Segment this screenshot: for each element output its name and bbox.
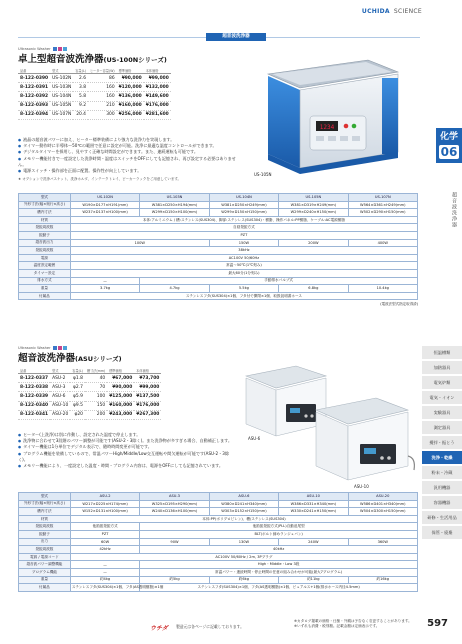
model-cell-heater: 70 <box>85 383 107 392</box>
spec-cell: 38kHz <box>70 247 417 255</box>
model-cell-model: ASU-10 <box>50 401 70 410</box>
model-cell-cap: φ5.9 <box>70 392 85 401</box>
spec-cell: AC100V 50/60Hz / 2m, 3Pプラグ <box>70 553 417 561</box>
spec-cell: W386×D331×H340(mm) <box>279 500 348 508</box>
spec-label: 超音波出力 <box>19 239 71 247</box>
model-cell-cap: 9.2 <box>73 101 88 110</box>
ultrasonic-cleaner-illustration <box>248 50 408 185</box>
model-cell-p1: ¥125,000 <box>107 392 134 401</box>
spec-label: 発振周波数 <box>19 546 71 554</box>
feature-bullet: ● 液晶の超音波パワーに加え、ヒーター標準装備により強力な洗浄力を実現します。 <box>18 137 240 143</box>
model-cell-heater: 86 <box>88 74 117 83</box>
spec-cell: 約11kg <box>279 576 348 584</box>
spec-header: ASU-10 <box>279 493 348 501</box>
spec-label: 温度設定範囲 <box>19 262 71 270</box>
spec-cell: 常温～50℃(1℃刻み) <box>70 262 417 270</box>
feature-bullet: ● プログラム機能を装備しているので、常温パワーHigh/Middle/Low交互運転や間欠運転が可能です(ASU-2・3除く)。 <box>18 451 233 463</box>
model-row <box>18 374 161 383</box>
spec-row <box>19 561 418 569</box>
spec-header: US-104N <box>209 194 278 202</box>
spec-label: 排水方式 <box>19 277 71 285</box>
model-cell-code: 8-122-0339 <box>18 392 50 401</box>
product2-spec-table <box>18 492 418 592</box>
model-row <box>18 410 161 419</box>
model-cell-p2: ¥267,300 <box>134 410 161 419</box>
spec-row <box>19 568 418 576</box>
spec-label: 材質 <box>19 515 71 523</box>
index-tab[interactable]: 攪拌・振とう <box>422 436 462 450</box>
model-cell-cap: 2.6 <box>73 74 88 83</box>
model-row <box>18 110 171 119</box>
spec-cell: 42kHz <box>70 546 139 554</box>
model-table-header: 標準価格 <box>117 68 144 74</box>
spec-row <box>19 515 418 523</box>
model-table-header: 本体価格 <box>134 368 161 374</box>
footer-disclaimer: ※カタログ掲載の価格・仕様・外観は予告なく変更することがあります。 ※いずれも消費・税別額。記載金額は定価表示です。 <box>294 619 412 628</box>
product1-image <box>248 50 408 185</box>
spec-cell: W237×D137×H100(mm) <box>70 209 139 217</box>
model-cell-p2: ¥99,000 <box>134 383 161 392</box>
model-cell-p1: ¥67,000 <box>107 374 134 383</box>
spec-cell: W299×D150×H150(mm) <box>209 209 278 217</box>
spec-row <box>19 277 418 285</box>
model-cell-p2: ¥137,500 <box>134 392 161 401</box>
spec-label: 振動子 <box>19 530 71 538</box>
spec-cell: 6.8kg <box>279 285 348 293</box>
spec-row <box>19 209 418 217</box>
spec-cell: 他励振発振方式 <box>70 523 139 531</box>
spec-row <box>19 285 418 293</box>
index-tab[interactable]: 加熱器具 <box>422 361 462 375</box>
asu-cleaners-illustration <box>236 352 416 502</box>
spec-cell: W330×D241×H150(mm) <box>279 508 348 516</box>
footer-maker-note: 製造元は各ページに記載しております。 <box>176 624 244 629</box>
index-tab[interactable]: 保管・廃棄 <box>422 526 462 540</box>
spec-row <box>19 201 418 209</box>
model-cell-heater: 40 <box>85 374 107 383</box>
series-label: Ultrasonic Washer <box>18 47 167 51</box>
model-cell-cap: φ1.8 <box>70 374 85 383</box>
spec-cell: BLT(ボルト締めランジュバン) <box>140 530 418 538</box>
spec-cell: 10.4kg <box>348 285 417 293</box>
spec-header: 型式 <box>19 493 71 501</box>
brand-sub: SCIENCE <box>393 8 422 15</box>
model-cell-p1: ¥243,000 <box>107 410 134 419</box>
model-cell-heater: 210 <box>88 101 117 110</box>
spec-row <box>19 262 418 270</box>
spec-cell: PZT <box>70 231 417 239</box>
model-cell-p2: ¥73,700 <box>134 374 161 383</box>
product1-image-caption: US-105N <box>254 172 272 177</box>
spec-row <box>19 538 418 546</box>
spec-label: 発振周波数 <box>19 224 71 232</box>
model-cell-heater: 150 <box>85 401 107 410</box>
spec-row <box>19 269 418 277</box>
model-cell-code: 8-122-0341 <box>18 410 50 419</box>
index-tab[interactable]: 洗浄・乾燥 <box>422 451 462 465</box>
feature-bullet: ● タイマー動作時に半導体～50℃の範囲で任意に設定が可能。洗浄に最適な温度コントロールができます。 <box>18 143 240 149</box>
page-number: 597 <box>427 618 448 629</box>
model-cell-code: 8-122-0392 <box>18 92 50 101</box>
model-cell-model: US-103N <box>50 83 73 92</box>
model-cell-model: ASU-6 <box>50 392 70 401</box>
feature-bullet: ● 洗浄物に合わせて3段階のパワー調整が可能です(ASU-2・3除く)。また洗浄物が多すぎる場合、自動補正します。 <box>18 438 233 444</box>
model-cell-p2: ¥176,000 <box>144 101 171 110</box>
model-cell-p1: ¥256,000 <box>117 110 144 119</box>
index-tab[interactable]: 研修・生活用品 <box>422 511 462 525</box>
spec-header: ASU-6 <box>209 493 278 501</box>
model-cell-code: 8-122-0391 <box>18 83 50 92</box>
model-cell-cap: 5.8 <box>73 92 88 101</box>
product2-features <box>18 432 233 469</box>
model-cell-model: ASU-2 <box>50 374 70 383</box>
spec-cell: 本体:PP(ポリプロピレン)、槽/ステンレス(SUS304) <box>70 515 417 523</box>
model-cell-cap: φ2.7 <box>70 383 85 392</box>
spec-label: 超音波パワー調整機能 <box>19 561 71 569</box>
model-row <box>18 392 161 401</box>
model-cell-heater: 160 <box>88 83 117 92</box>
category-rail <box>436 128 462 163</box>
spec-cell: 約5kg <box>140 576 209 584</box>
model-table-header: 容量(L) <box>75 69 86 73</box>
product2-header <box>18 346 122 364</box>
index-tab[interactable]: 電気炉類 <box>422 376 462 390</box>
spec-row <box>19 254 418 262</box>
index-tab[interactable]: 実験器具 <box>422 406 462 420</box>
spec-row <box>19 500 418 508</box>
model-table-header: 容量(L) <box>72 369 83 373</box>
model-cell-p2: ¥99,000 <box>144 74 171 83</box>
product2-model-table <box>18 368 161 420</box>
model-row <box>18 383 161 392</box>
spec-cell: 約6kg <box>209 576 278 584</box>
model-cell-cap: 3.8 <box>73 83 88 92</box>
spec-row <box>19 292 418 300</box>
model-cell-code: 8-122-0337 <box>18 374 50 383</box>
model-cell-p1: ¥90,000 <box>107 383 134 392</box>
product2-caption-a: ASU-6 <box>248 436 261 441</box>
spec-cell: ステンレスフタ(SUS304)×1個、フタ付で開閉×1個、取扱説明書ホース <box>70 292 417 300</box>
footer-logo: ウチダ <box>150 625 168 632</box>
spec-header: US-102N <box>70 194 139 202</box>
spec-label: 振動子 <box>19 231 71 239</box>
spec-label: 出力 <box>19 538 71 546</box>
brand-logo <box>362 8 422 15</box>
spec-row <box>19 546 418 554</box>
model-table-header: 槽寸法(mm) <box>86 369 106 373</box>
product1-model-table <box>18 68 171 120</box>
model-cell-model: US-102N <box>50 74 73 83</box>
model-cell-model: US-104N <box>50 92 73 101</box>
model-cell-p1: ¥90,000 <box>117 74 144 83</box>
vertical-section-label: 超音波洗浄器 <box>451 192 457 228</box>
product1-header <box>18 47 167 65</box>
spec-label: タイマー設定 <box>19 269 71 277</box>
model-table-header: ヒーター容量(W) <box>89 69 115 73</box>
spec-label: 重量 <box>19 576 71 584</box>
spec-label: プログラム機能 <box>19 568 71 576</box>
spec-cell: 360W <box>348 538 417 546</box>
series-label: Ultrasonic Washer <box>18 346 122 350</box>
spec-cell: ステンレスフタ(SUS304)×1個、フタ(AS透明樹脂)×1個 <box>70 584 139 592</box>
spec-cell: 他励振発振方式(PLL)自動追尾型 <box>140 523 418 531</box>
product1-title: 卓上型超音波洗浄器(US-100Nシリーズ) <box>18 54 167 65</box>
spec-cell: 90W <box>140 538 209 546</box>
feature-bullet: ● メモリー機能付きで一度設定した洗浄時間・温度はスイッチをOFFにしても記憶され、再び設定する必要はありません。 <box>18 156 240 168</box>
spec-row <box>19 530 418 538</box>
spec-cell: W502×D290×H150(mm) <box>348 209 417 217</box>
spec-cell: AC100V 50/60Hz <box>70 254 417 262</box>
model-cell-p1: ¥160,000 <box>107 401 134 410</box>
index-tab[interactable]: 容器機器 <box>422 496 462 510</box>
model-cell-p1: ¥120,000 <box>117 83 144 92</box>
feature-bullet: ● デジタルタイマーを採用し、見やすく正確な時間設定ができます。また、連続運転も可能です。 <box>18 149 240 155</box>
spec-label: 付属品 <box>19 292 71 300</box>
spec-label: 材質 <box>19 216 71 224</box>
spec-label: 槽内寸法 <box>19 209 71 217</box>
spec-cell: 40kHz <box>140 546 418 554</box>
spec-row <box>19 239 418 247</box>
spec-cell: W504×D300×H150(mm) <box>348 508 417 516</box>
model-table-header: 型式 <box>50 68 73 74</box>
section-tag: 超音波洗浄器 <box>206 33 266 41</box>
product1-option-note: ★ オプションで洗浄バスケット、洗浄ホルダ、インテークトレイ、ビーカーラックをご用意しています。 <box>18 177 182 181</box>
model-cell-p2: ¥281,600 <box>144 110 171 119</box>
model-cell-cap: φ9.5 <box>70 401 85 410</box>
spec-cell: W299×D150×H100(mm) <box>140 209 209 217</box>
model-cell-p2: ¥176,000 <box>134 401 161 410</box>
spec-cell: W381×D319×H249(mm) <box>279 201 348 209</box>
spec-cell: — <box>70 568 139 576</box>
model-cell-p2: ¥149,600 <box>144 92 171 101</box>
model-table-header: 品番 <box>18 368 50 374</box>
spec-cell: 本体:アルミニウム / 槽:ステンレス(SUS304)、脚部:ステンレス(SUS304)・樹脂、操作パネル:PP樹脂、ケーブル:AC電源樹脂 <box>70 216 417 224</box>
spec1-footnote: (電波法型式指定取得済) <box>380 302 418 307</box>
spec-cell: 4.7kg <box>140 285 209 293</box>
brand-name: UCHIDA <box>361 8 390 15</box>
spec-row <box>19 508 418 516</box>
model-cell-heater: 100 <box>85 392 107 401</box>
model-cell-code: 8-122-0338 <box>18 383 50 392</box>
spec-cell: W586×D401×H340(mm) <box>348 500 417 508</box>
spec-header: ASU-20 <box>348 493 417 501</box>
spec-cell: 240W <box>279 538 348 546</box>
spec-cell: W299×D240×H150(mm) <box>279 209 348 217</box>
index-tab[interactable]: 測定器具 <box>422 421 462 435</box>
spec-cell: 自励発振方式 <box>70 224 417 232</box>
model-cell-code: 8-122-0393 <box>18 101 50 110</box>
feature-bullet: ● タイマー機能は1分単位でデジタル表示で、随時時間変更が可能です。 <box>18 444 233 450</box>
spec-header: ASU-3 <box>140 493 209 501</box>
spec-cell: 130W <box>209 538 278 546</box>
spec-header: ASU-2 <box>70 493 139 501</box>
model-cell-code: 8-122-0394 <box>18 110 50 119</box>
spec-row <box>19 523 418 531</box>
model-row <box>18 83 171 92</box>
spec-cell: W152×D131×H100(mm) <box>70 508 139 516</box>
spec-row <box>19 576 418 584</box>
spec-label: 外形寸法(幅×奥行×高さ) <box>19 500 71 508</box>
spec-cell: W564×D361×H249(mm) <box>348 201 417 209</box>
feature-bullet: ● 電源スイッチ・操作部を正面に配置。操作性が向上しています。 <box>18 168 240 174</box>
spec-header: US-105N <box>279 194 348 202</box>
model-cell-code: 8-122-0340 <box>18 401 50 410</box>
model-row <box>18 74 171 83</box>
model-table-header: 品番 <box>18 68 50 74</box>
spec-label: 外形寸法(幅×奥行×高さ) <box>19 201 71 209</box>
spec-cell: ステンレスフタ(SUS304)×1個、フタ(AS透明樹脂)×1個、ビュアルス+1個(排水ホース内径4.5mm) <box>140 584 418 592</box>
spec-cell: 200W <box>279 239 348 247</box>
spec-cell: 手動排水バルブ式 <box>140 277 418 285</box>
model-row <box>18 92 171 101</box>
spec-cell: High・Middle・Low 3段 <box>140 561 418 569</box>
spec-cell: 5.5kg <box>209 285 278 293</box>
spec-cell: W190×D177×H191(mm) <box>70 201 139 209</box>
model-row <box>18 401 161 410</box>
category-badge[interactable] <box>436 128 462 163</box>
model-cell-heater: 160 <box>88 92 117 101</box>
spec-cell: 約4kg <box>70 576 139 584</box>
spec-header: US-107N <box>348 194 417 202</box>
spec-cell: W217×D225×H174(mm) <box>70 500 139 508</box>
spec-cell: — <box>70 561 139 569</box>
product1-features <box>18 137 240 174</box>
model-cell-model: US-107N <box>50 110 73 119</box>
spec-cell: — <box>70 277 139 285</box>
model-row <box>18 101 171 110</box>
model-cell-p1: ¥160,000 <box>117 101 144 110</box>
product2-title: 超音波洗浄器(ASUシリーズ) <box>18 353 122 364</box>
spec-cell: W240×D136×H100(mm) <box>140 508 209 516</box>
spec-label: 槽内寸法 <box>19 508 71 516</box>
model-cell-cap: φ20 <box>70 410 85 419</box>
category-kanji: 化学 <box>439 132 458 142</box>
index-tab[interactable]: 粉末・冷蔵 <box>422 466 462 480</box>
spec-row <box>19 247 418 255</box>
spec-row <box>19 231 418 239</box>
model-cell-p2: ¥132,000 <box>144 83 171 92</box>
spec-header: 型式 <box>19 194 71 202</box>
index-tab[interactable]: 汎用機器 <box>422 481 462 495</box>
model-cell-heater: 300 <box>88 110 117 119</box>
spec-cell: 400W <box>348 239 417 247</box>
spec-cell: W381×D250×H249(mm) <box>209 201 278 209</box>
spec-row <box>19 584 418 592</box>
feature-bullet: ● メモリー機能により、一度設定した温度・時間・プログラム内容は、電源をOFFにしても記憶されています。 <box>18 463 233 469</box>
model-table-header: 型式 <box>50 368 70 374</box>
spec-cell: W381×D250×H194(mm) <box>140 201 209 209</box>
spec-row <box>19 553 418 561</box>
model-cell-model: ASU-3 <box>50 383 70 392</box>
spec-cell: 3.7kg <box>70 285 139 293</box>
spec-cell: PZT <box>70 530 139 538</box>
product2-image <box>236 352 416 502</box>
spec-cell: W303×D152×H150(mm) <box>209 508 278 516</box>
spec-header: US-103N <box>140 194 209 202</box>
model-cell-heater: 200 <box>85 410 107 419</box>
spec-cell: 約16kg <box>348 576 417 584</box>
model-table-header: 標準価格 <box>107 368 134 374</box>
spec-cell: 常温パワー・連続時間・停止時間の任意の組み合わせが可能(最大7プログラム) <box>140 568 418 576</box>
spec-label: 発振周波数 <box>19 247 71 255</box>
model-cell-model: ASU-20 <box>50 410 70 419</box>
model-cell-model: US-105N <box>50 101 73 110</box>
model-table-header: 本体価格 <box>144 68 171 74</box>
spec-label: 付属品 <box>19 584 71 592</box>
model-cell-code: 8-122-0390 <box>18 74 50 83</box>
spec-cell: 100W <box>70 239 209 247</box>
panel-display: 1234 <box>319 124 335 131</box>
spec-cell: W380×D241×H340(mm) <box>209 500 278 508</box>
index-tab[interactable]: 電気・イオン <box>422 391 462 405</box>
model-cell-p1: ¥136,000 <box>117 92 144 101</box>
product2-caption-b: ASU-10 <box>354 484 369 489</box>
product1-spec-table <box>18 193 418 307</box>
spec-label: 重量 <box>19 285 71 293</box>
spec-cell: W325×D195×H290(mm) <box>140 500 209 508</box>
spec-label: 電源 <box>19 254 71 262</box>
spec-cell: 150W <box>209 239 278 247</box>
spec-label: 電源 / 電源コード <box>19 553 71 561</box>
category-number: 06 <box>440 145 458 159</box>
spec-row <box>19 216 418 224</box>
spec-row <box>19 224 418 232</box>
feature-bullet: ● ヒーター(上洗浄)は別に作動し、設定された温度で停止します。 <box>18 432 233 438</box>
model-cell-cap: 20.4 <box>73 110 88 119</box>
index-tab[interactable]: 恒温槽類 <box>422 346 462 360</box>
spec-label: 発振周波数 <box>19 523 71 531</box>
spec-cell: 最大60分(1分刻み) <box>70 269 417 277</box>
spec-cell: 60W <box>70 538 139 546</box>
